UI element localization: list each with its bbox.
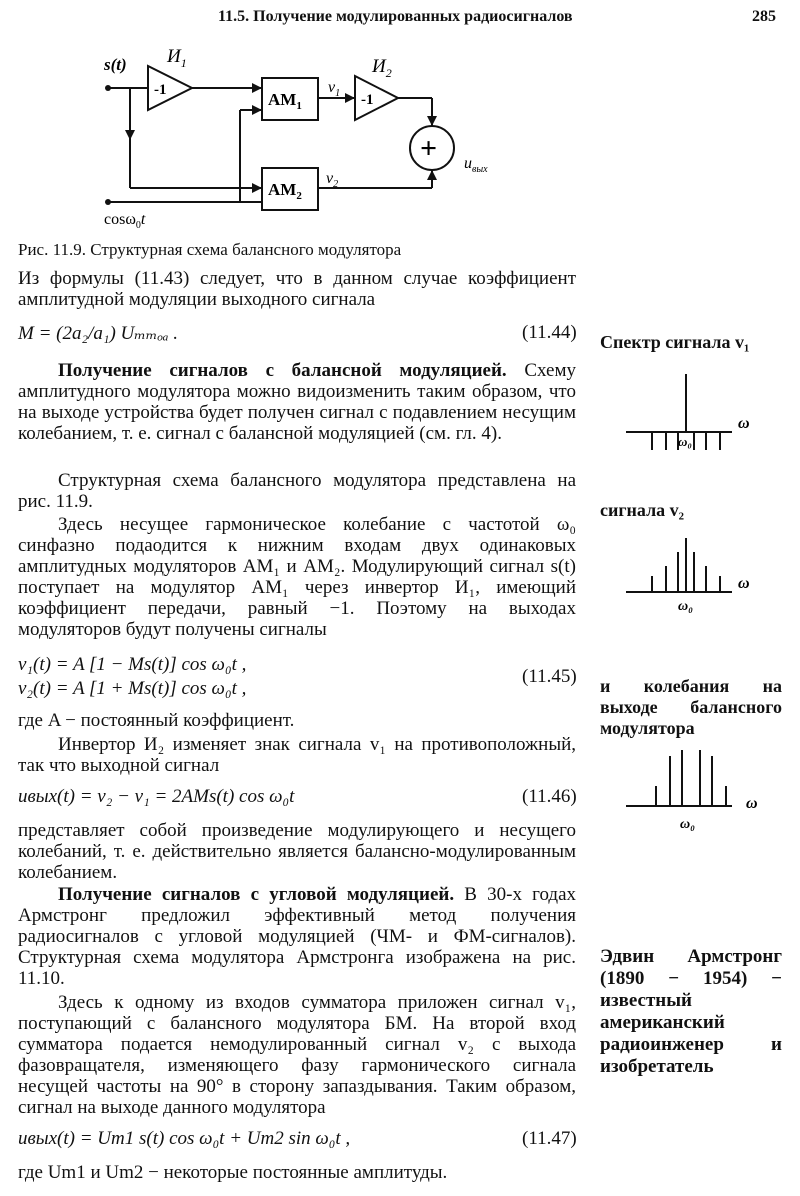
spectrum-2-title: сигнала v₂ — [600, 500, 685, 520]
am2-label: АМ — [268, 180, 297, 199]
equation-11-44-number: (11.44) — [522, 322, 577, 343]
equation-11-45-line-1: v₁(t) = A [1 − Ms(t)] cos ω₀t , — [18, 654, 247, 675]
paragraph-2-heading: Получение сигналов с балансной модуляцией. — [58, 360, 507, 381]
paragraph-8-heading: Получение сигналов с угловой модуляцией. — [58, 884, 455, 905]
spectrum-v1-omega: ω — [738, 415, 750, 432]
equation-11-46 — [18, 786, 578, 808]
equation-11-44 — [18, 322, 578, 345]
balanced-modulator-diagram — [0, 40, 560, 240]
am2-sub: 2 — [296, 190, 302, 202]
svg-text:v1 — [328, 79, 340, 99]
equation-11-45 — [18, 654, 578, 700]
running-header: 11.5. Получение модулированных радиосигналов — [218, 8, 573, 25]
armstrong-bio: Эдвин Армстронг (1890 − 1954) − известный американский радиоинженер и изобретатель — [600, 946, 782, 1077]
spectrum-v2-omega0: ω₀ — [678, 599, 694, 614]
inverter2-gain: -1 — [361, 92, 374, 108]
carrier-sub: 0 — [135, 220, 141, 231]
svg-text:И1 — [166, 46, 187, 70]
inverter2-sub: 2 — [385, 66, 392, 80]
output-label: u — [464, 155, 472, 172]
paragraph-7: представляет собой произведение модулирующего и несущего колебаний, т. е. действительно является балансно-модулированным колебанием. — [18, 820, 576, 883]
output-sub: вых — [472, 164, 488, 175]
spectrum-1-title: Спектр сигнала v₁ — [600, 332, 750, 352]
paragraph-1: Из формулы (11.43) следует, что в данном случае коэффициент амплитудной модуляции выходного сигнала — [18, 268, 576, 310]
equation-11-45-number: (11.45) — [522, 666, 577, 687]
equation-11-46-number: (11.46) — [522, 786, 577, 807]
inverter1-gain: -1 — [154, 82, 167, 98]
paragraph-4: Здесь несущее гармоническое колебание с частотой ω₀ синфазно подаодится к нижним входам двух одинаковых амплитудных модуляторов АМ₁ и АМ₂. Модулирующий сигнал s(t) поступает на модулятор АМ₁ через инвертор И₁, имеющий коэффициент передачи, равный −1. Поэтому на выходах модуляторов будут получены сигналы — [18, 514, 576, 640]
equation-11-45-line-2: v₂(t) = A [1 + Ms(t)] cos ω₀t , — [18, 678, 247, 699]
inverter1-sub: 1 — [180, 56, 187, 70]
paragraph-2-body: Схему амплитудного модулятора можно видоизменить таким образом, что на выходе устройства будет получен сигнал с подавлением несущим колебанием, т. е. сигнал с балансной модуляцией (см. гл. 4). — [18, 360, 577, 444]
equation-11-47-number: (11.47) — [522, 1128, 577, 1149]
spectrum-v2-omega: ω — [738, 575, 750, 592]
equation-11-47-body: uвых(t) = Um1 s(t) cos ω₀t + Um2 sin ω₀t , — [18, 1128, 351, 1149]
spectrum-v2-plot — [620, 530, 790, 620]
carrier-tail: t — [140, 211, 146, 228]
paragraph-5: где A − постоянный коэффициент. — [18, 710, 295, 731]
input-label: s(t) — [104, 55, 127, 74]
v1-sub: 1 — [335, 88, 341, 99]
v2-sub: 2 — [333, 179, 339, 190]
paragraph-2 — [18, 360, 576, 444]
v1-label: v — [328, 79, 336, 96]
carrier-label: cosω — [104, 211, 136, 228]
adder-plus: + — [420, 132, 438, 165]
equation-11-44-body: M = (2a₂/a₁) Uₘₘₒₐ . — [18, 323, 179, 344]
spectrum-v1-plot — [620, 368, 790, 468]
equation-11-47 — [18, 1128, 578, 1150]
figure-caption: Рис. 11.9. Структурная схема балансного модулятора — [18, 240, 402, 259]
spectrum-out-omega: ω — [746, 795, 758, 812]
equation-11-46-body: uвых(t) = v₂ − v₁ = 2AMs(t) cos ω₀t — [18, 786, 295, 807]
svg-text:uвых — [464, 155, 488, 175]
inverter2-label: И — [372, 56, 386, 77]
paragraph-6: Инвертор И₂ изменяет знак сигнала v₁ на противоположный, так что выходной сигнал — [18, 734, 576, 776]
svg-text:АМ1 — [268, 90, 302, 112]
svg-text:АМ2 — [268, 180, 302, 202]
paragraph-3: Структурная схема балансного модулятора представлена на рис. 11.9. — [18, 470, 576, 512]
spectrum-out-omega0: ω₀ — [680, 817, 696, 832]
page-number: 285 — [752, 8, 776, 25]
paragraph-8 — [18, 884, 576, 989]
paragraph-9: Здесь к одному из входов сумматора приложен сигнал v₁, поступающий с балансного модулятора БМ. На второй вход сумматора подается немодулированный сигнал v₂ с выхода фазовращателя, изменяющего фазу гармонического сигнала несущей частоты на 90° в сторону запаздывания. Таким образом, сигнал на выходе данного модулятора — [18, 992, 576, 1118]
spectrum-3-title: и колебания на выходе балансного модулятора — [600, 676, 782, 738]
paragraph-8-body: В 30-х годах Армстронг предложил эффективный метод получения радиосигналов с угловой модуляцией (ЧМ- и ФМ-сигналов). Структурная схема модулятора Армстронга изображена на рис. 11.10. — [18, 884, 576, 989]
paragraph-10: где Um1 и Um2 − некоторые постоянные амплитуды. — [18, 1162, 448, 1183]
v2-label: v — [326, 170, 334, 187]
spectrum-v1-omega0: ω₀ — [678, 434, 692, 449]
svg-text:cosω0t — [104, 211, 146, 231]
spectrum-out-plot — [620, 746, 790, 836]
am1-sub: 1 — [296, 100, 302, 112]
am1-label: АМ — [268, 90, 297, 109]
svg-text:И2 — [371, 56, 392, 80]
inverter1-label: И — [167, 46, 181, 67]
